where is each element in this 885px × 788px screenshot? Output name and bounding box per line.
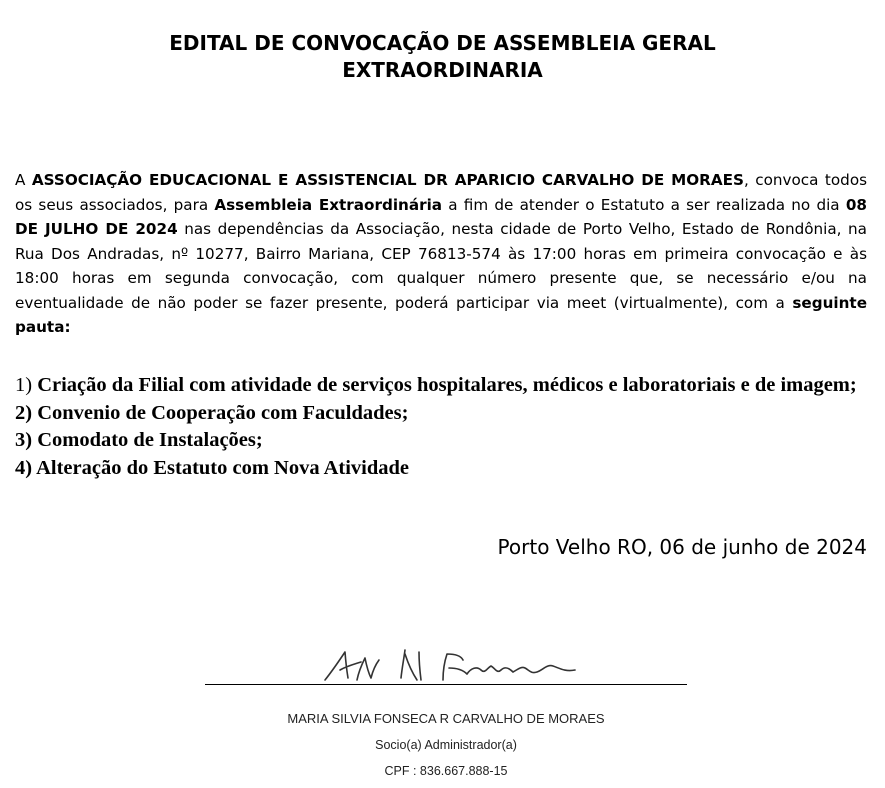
convocation-paragraph bbox=[15, 168, 867, 340]
agenda-label: seguinte pauta: bbox=[15, 293, 867, 336]
signature-line bbox=[205, 684, 687, 685]
agenda-item-number: 1) bbox=[15, 374, 38, 396]
agenda-item-text: Criação da Filial com atividade de serviços hospitalares, médicos e laboratoriais e de imagem; bbox=[37, 374, 857, 396]
agenda-item-number: 2) bbox=[15, 401, 38, 424]
body-text-part-3: a fim de atender o Estatuto a ser realizada no dia bbox=[442, 195, 846, 214]
signer-role: Socio(a) Administrador(a) bbox=[375, 738, 517, 752]
title-line-1: EDITAL DE CONVOCAÇÃO DE ASSEMBLEIA GERAL bbox=[169, 31, 716, 55]
agenda-item bbox=[15, 372, 875, 400]
body-text-part-2: , convoca todos os seus associados, para bbox=[15, 171, 868, 214]
signer-name: MARIA SILVIA FONSECA R CARVALHO DE MORAES bbox=[287, 711, 605, 726]
agenda-list bbox=[15, 372, 875, 482]
body-text-part-4: nas dependências da Associação, nesta cidade de Porto Velho, Estado de Rondônia, na Rua Dos Andradas, nº 10277, Bairro Mariana, CEP 76813-574 às 17:00 horas em primeira convocação e às 18:00 horas em segunda convocação, com qualquer número presente que, se necessário e/ou na eventualidade de não poder se fazer presente, poderá participar via meet (virtualmente), com a bbox=[15, 220, 867, 312]
agenda-item-text: Comodato de Instalações; bbox=[37, 429, 263, 452]
assembly-type: Assembleia Extraordinária bbox=[214, 195, 443, 214]
handwritten-signature bbox=[205, 640, 687, 690]
agenda-item-number: 3) bbox=[15, 429, 38, 452]
body-text-intro: A bbox=[15, 171, 32, 189]
agenda-item bbox=[15, 427, 875, 455]
agenda-item-text: Alteração do Estatuto com Nova Atividade bbox=[36, 456, 410, 479]
agenda-item-text: Convenio de Cooperação com Faculdades; bbox=[37, 401, 409, 424]
meeting-date: 08 DE JULHO DE 2024 bbox=[15, 195, 867, 238]
agenda-item-number: 4) bbox=[15, 456, 37, 479]
document-title bbox=[0, 30, 885, 84]
place-and-date: Porto Velho RO, 06 de junho de 2024 bbox=[497, 535, 867, 559]
agenda-item bbox=[15, 400, 875, 428]
agenda-item bbox=[15, 455, 875, 483]
title-line-2: EXTRAORDINARIA bbox=[342, 58, 543, 82]
organization-name: ASSOCIAÇÃO EDUCACIONAL E ASSISTENCIAL DR APARICIO CARVALHO DE MORAES bbox=[31, 171, 744, 189]
signer-cpf: CPF : 836.667.888-15 bbox=[384, 764, 508, 778]
